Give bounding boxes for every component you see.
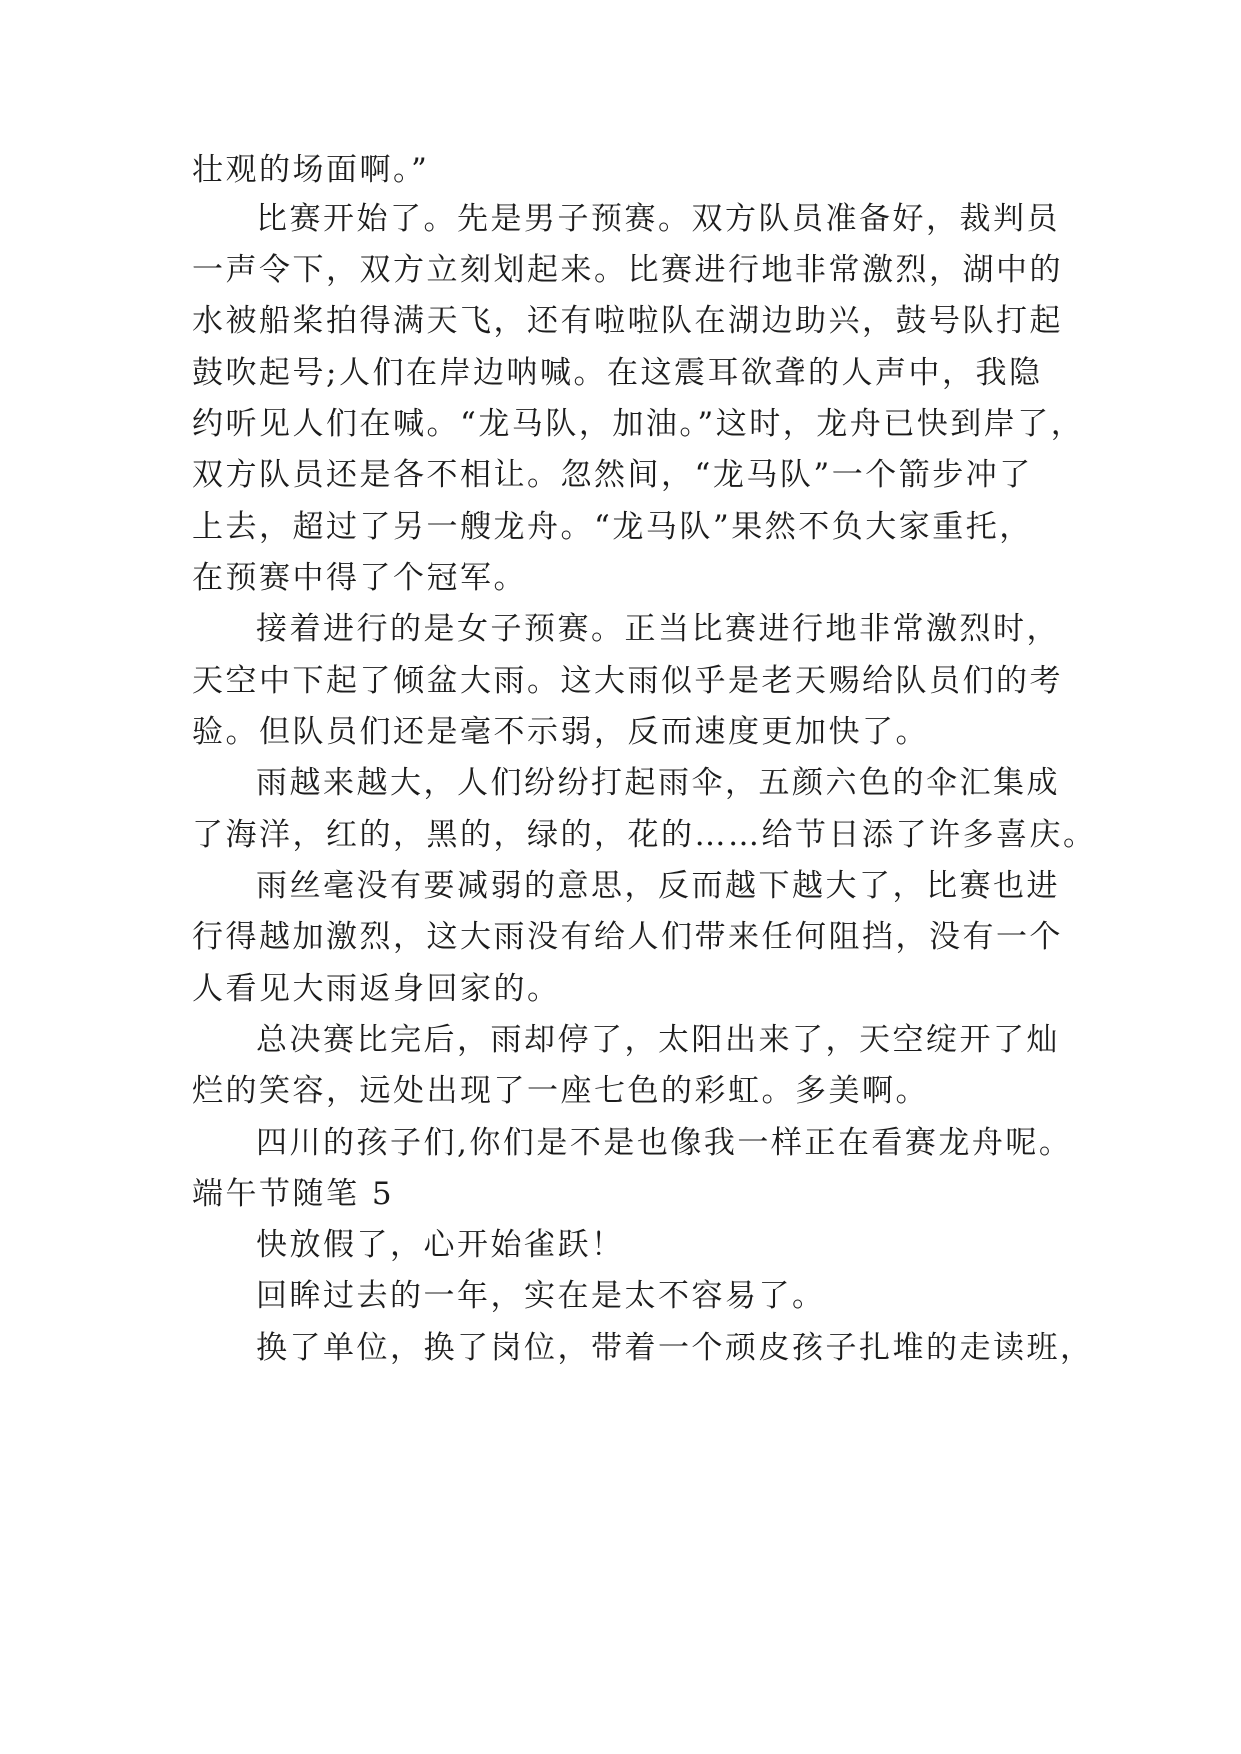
- text-line: 行得越加激烈，这大雨没有给人们带来任何阻挡，没有一个: [192, 919, 1063, 955]
- paragraph-first-line: 总决赛比完后，雨却停了，太阳出来了，天空绽开了灿: [256, 1022, 1060, 1058]
- paragraph-first-line: 换了单位，换了岗位，带着一个顽皮孩子扎堆的走读班，: [256, 1330, 1094, 1366]
- text-line: 约听见人们在喊。“龙马队，加油。”这时，龙舟已快到岸了，: [192, 406, 1085, 442]
- paragraph-first-line: 接着进行的是女子预赛。正当比赛进行地非常激烈时，: [256, 611, 1060, 647]
- section-heading: 端午节随笔 5: [192, 1176, 395, 1212]
- paragraph-first-line: 快放假了，心开始雀跃！: [256, 1227, 625, 1263]
- text-line: 壮观的场面啊。”: [192, 152, 430, 188]
- text-line: 上去，超过了另一艘龙舟。“龙马队”果然不负大家重托，: [192, 509, 1033, 545]
- text-line: 验。但队员们还是毫不示弱，反而速度更加快了。: [192, 714, 929, 750]
- paragraph-first-line: 四川的孩子们,你们是不是也像我一样正在看赛龙舟呢。: [256, 1125, 1073, 1161]
- text-line: 人看见大雨返身回家的。: [192, 971, 561, 1007]
- text-line: 双方队员还是各不相让。忽然间，“龙马队”一个箭步冲了: [192, 457, 1033, 493]
- text-line: 鼓吹起号;人们在岸边呐喊。在这震耳欲聋的人声中，我隐: [192, 355, 1043, 391]
- paragraph-first-line: 回眸过去的一年，实在是太不容易了。: [256, 1278, 826, 1314]
- paragraph-first-line: 雨丝毫没有要减弱的意思，反而越下越大了，比赛也进: [256, 868, 1060, 904]
- text-line: 一声令下，双方立刻划起来。比赛进行地非常激烈，湖中的: [192, 252, 1063, 288]
- paragraph-first-line: 比赛开始了。先是男子预赛。双方队员准备好，裁判员: [256, 201, 1060, 237]
- text-line: 烂的笑容，远处出现了一座七色的彩虹。多美啊。: [192, 1073, 929, 1109]
- paragraph-first-line: 雨越来越大，人们纷纷打起雨伞，五颜六色的伞汇集成: [256, 765, 1060, 801]
- text-line: 天空中下起了倾盆大雨。这大雨似乎是老天赐给队员们的考: [192, 663, 1063, 699]
- text-line: 水被船桨拍得满天飞，还有啦啦队在湖边助兴，鼓号队打起: [192, 303, 1063, 339]
- text-line: 了海洋，红的，黑的，绿的，花的……给节日添了许多喜庆。: [192, 817, 1097, 853]
- text-line: 在预赛中得了个冠军。: [192, 560, 527, 596]
